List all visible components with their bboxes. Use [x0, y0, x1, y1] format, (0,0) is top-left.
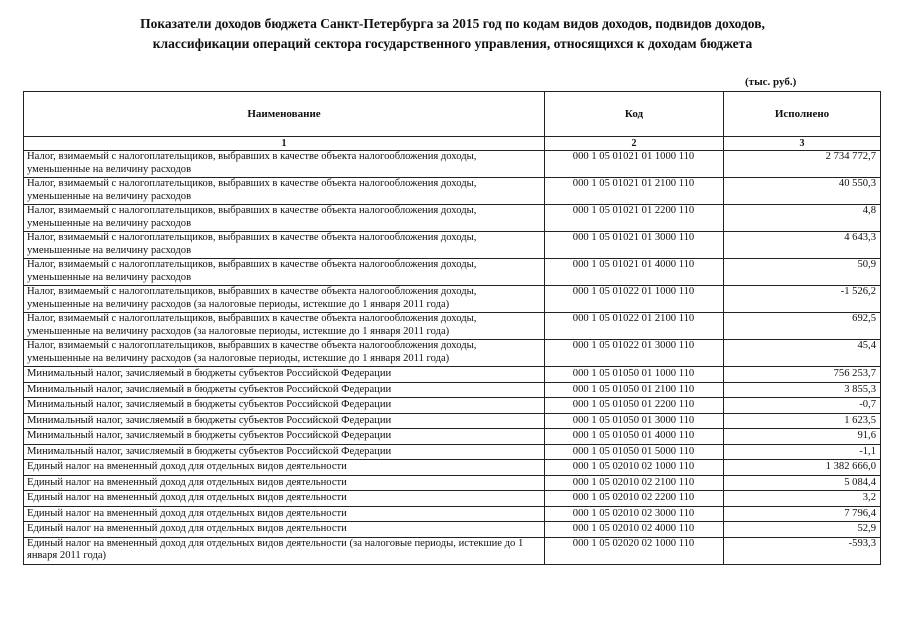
row-code: 000 1 05 02020 02 1000 110 [545, 537, 724, 564]
row-code: 000 1 05 01050 01 2200 110 [545, 398, 724, 414]
column-number-name: 1 [24, 137, 545, 151]
row-code: 000 1 05 01050 01 4000 110 [545, 429, 724, 445]
row-value: 692,5 [724, 313, 881, 340]
table-row [24, 491, 881, 507]
row-code: 000 1 05 01021 01 1000 110 [545, 151, 724, 178]
table-row [24, 382, 881, 398]
row-name: Налог, взимаемый с налогоплательщиков, выбравших в качестве объекта налогообложения доходы, уменьшенные на величину расходов [24, 151, 545, 178]
header-executed: Исполнено [724, 92, 881, 137]
row-value: 4 643,3 [724, 232, 881, 259]
title-line-2: классификации операций сектора государственного управления, относящихся к доходам бюджета [152, 36, 753, 51]
row-value: 91,6 [724, 429, 881, 445]
row-value: 3 855,3 [724, 382, 881, 398]
row-code: 000 1 05 01022 01 1000 110 [545, 286, 724, 313]
row-code: 000 1 05 02010 02 2200 110 [545, 491, 724, 507]
row-value: -0,7 [724, 398, 881, 414]
row-name: Налог, взимаемый с налогоплательщиков, выбравших в качестве объекта налогообложения доходы, уменьшенные на величину расходов [24, 259, 545, 286]
row-name: Налог, взимаемый с налогоплательщиков, выбравших в качестве объекта налогообложения доходы, уменьшенные на величину расходов [24, 178, 545, 205]
table-row [24, 506, 881, 522]
row-value: 3,2 [724, 491, 881, 507]
row-value: -593,3 [724, 537, 881, 564]
row-name: Минимальный налог, зачисляемый в бюджеты субъектов Российской Федерации [24, 429, 545, 445]
row-name: Единый налог на вмененный доход для отдельных видов деятельности [24, 475, 545, 491]
table-row [24, 522, 881, 538]
row-name: Налог, взимаемый с налогоплательщиков, выбравших в качестве объекта налогообложения доходы, уменьшенные на величину расходов [24, 232, 545, 259]
row-value: 52,9 [724, 522, 881, 538]
row-value: 7 796,4 [724, 506, 881, 522]
row-code: 000 1 05 01050 01 1000 110 [545, 367, 724, 383]
row-value: 40 550,3 [724, 178, 881, 205]
column-number-code: 2 [545, 137, 724, 151]
table-row [24, 205, 881, 232]
row-name: Единый налог на вмененный доход для отдельных видов деятельности [24, 522, 545, 538]
table-row [24, 398, 881, 414]
row-code: 000 1 05 01021 01 2100 110 [545, 178, 724, 205]
row-code: 000 1 05 01022 01 2100 110 [545, 313, 724, 340]
table-row [24, 286, 881, 313]
row-value: 50,9 [724, 259, 881, 286]
row-value: -1 526,2 [724, 286, 881, 313]
row-name: Налог, взимаемый с налогоплательщиков, выбравших в качестве объекта налогообложения доходы, уменьшенные на величину расходов (за налоговые периоды, истекшие до 1 января 2011 года) [24, 313, 545, 340]
row-name: Налог, взимаемый с налогоплательщиков, выбравших в качестве объекта налогообложения доходы, уменьшенные на величину расходов (за налоговые периоды, истекшие до 1 января 2011 года) [24, 340, 545, 367]
row-code: 000 1 05 01021 01 4000 110 [545, 259, 724, 286]
header-code: Код [545, 92, 724, 137]
column-number-row [24, 137, 881, 151]
row-name: Минимальный налог, зачисляемый в бюджеты субъектов Российской Федерации [24, 367, 545, 383]
row-name: Единый налог на вмененный доход для отдельных видов деятельности [24, 460, 545, 476]
document-title [0, 14, 905, 54]
table-row [24, 537, 881, 564]
table-row [24, 178, 881, 205]
row-code: 000 1 05 02010 02 2100 110 [545, 475, 724, 491]
row-value: 5 084,4 [724, 475, 881, 491]
row-name: Налог, взимаемый с налогоплательщиков, выбравших в качестве объекта налогообложения доходы, уменьшенные на величину расходов [24, 205, 545, 232]
row-value: 45,4 [724, 340, 881, 367]
row-code: 000 1 05 01022 01 3000 110 [545, 340, 724, 367]
row-name: Минимальный налог, зачисляемый в бюджеты субъектов Российской Федерации [24, 382, 545, 398]
row-name: Единый налог на вмененный доход для отдельных видов деятельности [24, 491, 545, 507]
row-name: Минимальный налог, зачисляемый в бюджеты субъектов Российской Федерации [24, 444, 545, 460]
row-value: 1 623,5 [724, 413, 881, 429]
table-row [24, 475, 881, 491]
header-row [24, 92, 881, 137]
table-row [24, 460, 881, 476]
table-row [24, 413, 881, 429]
table-row [24, 232, 881, 259]
row-name: Единый налог на вмененный доход для отдельных видов деятельности [24, 506, 545, 522]
row-value: 2 734 772,7 [724, 151, 881, 178]
table-row [24, 429, 881, 445]
row-value: 1 382 666,0 [724, 460, 881, 476]
table-row [24, 340, 881, 367]
header-name: Наименование [24, 92, 545, 137]
table-row [24, 151, 881, 178]
row-code: 000 1 05 01050 01 3000 110 [545, 413, 724, 429]
row-code: 000 1 05 02010 02 4000 110 [545, 522, 724, 538]
row-code: 000 1 05 02010 02 1000 110 [545, 460, 724, 476]
row-code: 000 1 05 01050 01 2100 110 [545, 382, 724, 398]
row-name: Единый налог на вмененный доход для отдельных видов деятельности (за налоговые периоды, истекшие до 1 января 2011 года) [24, 537, 545, 564]
units-label: (тыс. руб.) [745, 76, 797, 88]
row-value: 4,8 [724, 205, 881, 232]
table-row [24, 313, 881, 340]
row-name: Минимальный налог, зачисляемый в бюджеты субъектов Российской Федерации [24, 398, 545, 414]
revenue-table [23, 91, 881, 565]
row-code: 000 1 05 02010 02 3000 110 [545, 506, 724, 522]
row-code: 000 1 05 01050 01 5000 110 [545, 444, 724, 460]
title-line-1: Показатели доходов бюджета Санкт-Петербурга за 2015 год по кодам видов доходов, подвидов доходов, [140, 16, 765, 31]
row-code: 000 1 05 01021 01 3000 110 [545, 232, 724, 259]
row-value: 756 253,7 [724, 367, 881, 383]
table-row [24, 367, 881, 383]
row-name: Минимальный налог, зачисляемый в бюджеты субъектов Российской Федерации [24, 413, 545, 429]
row-name: Налог, взимаемый с налогоплательщиков, выбравших в качестве объекта налогообложения доходы, уменьшенные на величину расходов (за налоговые периоды, истекшие до 1 января 2011 года) [24, 286, 545, 313]
row-code: 000 1 05 01021 01 2200 110 [545, 205, 724, 232]
table-row [24, 444, 881, 460]
table-row [24, 259, 881, 286]
column-number-executed: 3 [724, 137, 881, 151]
row-value: -1,1 [724, 444, 881, 460]
